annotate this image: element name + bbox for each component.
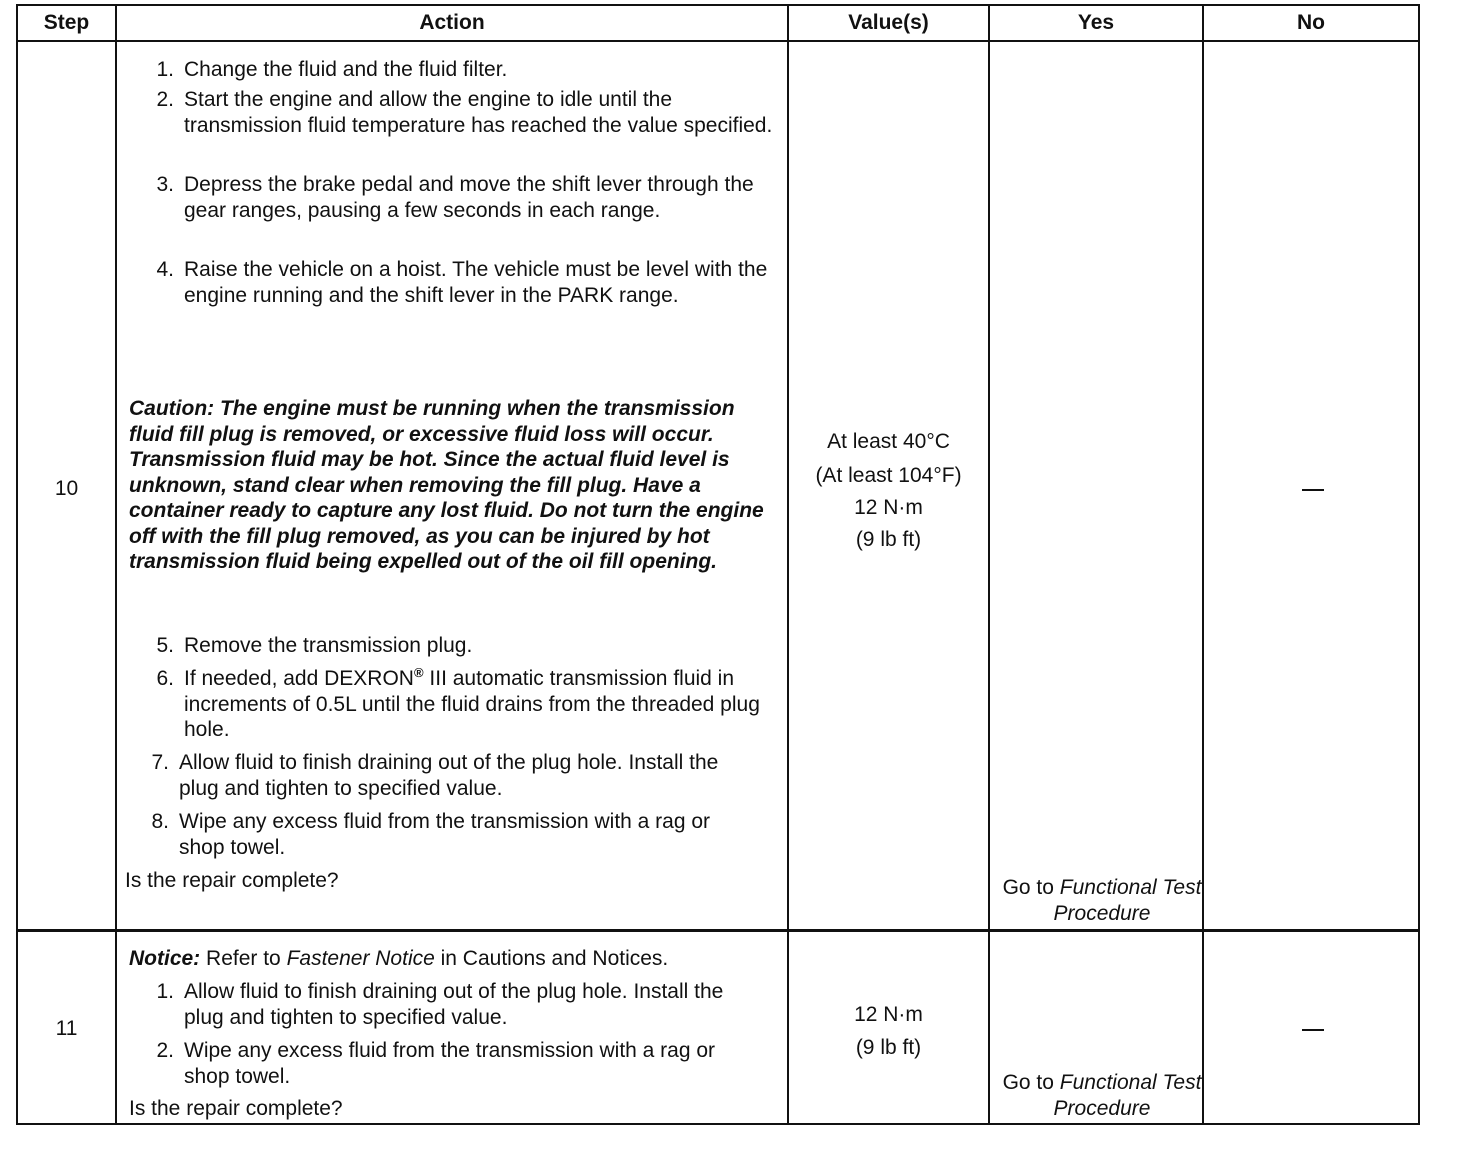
value-line: (9 lb ft): [855, 1036, 922, 1059]
question-text: Is the repair complete?: [125, 869, 339, 892]
no-result-dash: [1302, 1029, 1324, 1031]
item-number: 4.: [156, 258, 174, 281]
header-step: Step: [43, 11, 90, 34]
step-number: 11: [55, 1017, 78, 1040]
yes-target: Functional Test Procedure: [1053, 1071, 1202, 1120]
item-number: 7.: [151, 751, 169, 774]
value-line: (9 lb ft): [855, 528, 922, 551]
item-number: 2.: [156, 1039, 174, 1062]
item-text: [184, 666, 776, 743]
caution-text: Caution: The engine must be running when the transmission fluid fill plug is removed, or excessive fluid loss will occur. Transmission fluid may be hot. Since the actual fluid level is unknown, stand clear when removing the fill plug. Have a container ready to capture any lost fluid. Do not turn the engine off with the fill plug removed, as you can be injured by hot transmission fluid being expelled out of the oil fill opening.: [129, 397, 764, 573]
row-divider: [16, 929, 1420, 932]
notice-post: in Cautions and Notices.: [434, 947, 669, 970]
item-text: Change the fluid and the fluid filter.: [184, 58, 508, 81]
item-text: Start the engine and allow the engine to idle until the transmission fluid temperature has reached the value specified.: [184, 88, 773, 137]
value-line: At least 40°C: [827, 430, 950, 453]
column-line-action: [787, 4, 789, 1125]
value-line: (At least 104°F): [815, 464, 962, 487]
value-line: 12 N·m: [854, 1003, 923, 1026]
registered-mark: ®: [413, 665, 424, 680]
item-text: Allow fluid to finish draining out of the plug hole. Install the plug and tighten to specified value.: [179, 751, 719, 800]
header-divider: [16, 40, 1420, 42]
column-line-values: [988, 4, 990, 1125]
item-text: Remove the transmission plug.: [184, 634, 473, 657]
notice-text: [129, 946, 784, 972]
column-line-right: [1418, 4, 1420, 1125]
item-number: 6.: [156, 667, 174, 690]
column-line-yes: [1202, 4, 1204, 1125]
header-action: Action: [419, 11, 485, 34]
header-no: No: [1297, 11, 1325, 34]
header-yes: Yes: [1077, 11, 1115, 34]
step-number: 10: [54, 477, 79, 500]
item-number: 8.: [151, 810, 169, 833]
notice-ref: Fastener Notice: [286, 947, 435, 970]
item-number: 1.: [156, 58, 174, 81]
item-number: 3.: [156, 173, 174, 196]
column-line-left: [16, 4, 18, 1125]
column-line-step: [115, 4, 117, 1125]
yes-prefix: Go to: [1002, 876, 1060, 899]
notice-label: Notice:: [129, 947, 201, 970]
item-text-pre: If needed, add DEXRON: [184, 667, 414, 690]
value-line: 12 N·m: [854, 496, 923, 519]
yes-target: Functional Test Procedure: [1053, 876, 1202, 925]
item-text: Wipe any excess fluid from the transmission with a rag or shop towel.: [184, 1039, 716, 1088]
question-text: Is the repair complete?: [129, 1097, 343, 1120]
item-text: Raise the vehicle on a hoist. The vehicle must be level with the engine running and the shift lever in the PARK range.: [184, 258, 768, 307]
notice-pre: Refer to: [200, 947, 287, 970]
yes-result-link[interactable]: [995, 1070, 1209, 1121]
item-number: 2.: [156, 88, 174, 111]
table-border-bottom: [16, 1123, 1420, 1125]
item-number: 1.: [156, 980, 174, 1003]
item-text: Wipe any excess fluid from the transmission with a rag or shop towel.: [179, 810, 711, 859]
yes-prefix: Go to: [1002, 1071, 1060, 1094]
yes-result-link[interactable]: [995, 875, 1209, 926]
item-text-post: III automatic transmission fluid in increments of 0.5L until the fluid drains from the threaded plug hole.: [184, 667, 760, 741]
item-number: 5.: [156, 634, 174, 657]
no-result-dash: [1302, 489, 1324, 491]
item-text: Allow fluid to finish draining out of the plug hole. Install the plug and tighten to specified value.: [184, 980, 724, 1029]
header-values: Value(s): [848, 11, 929, 34]
item-text: Depress the brake pedal and move the shift lever through the gear ranges, pausing a few seconds in each range.: [184, 173, 754, 222]
